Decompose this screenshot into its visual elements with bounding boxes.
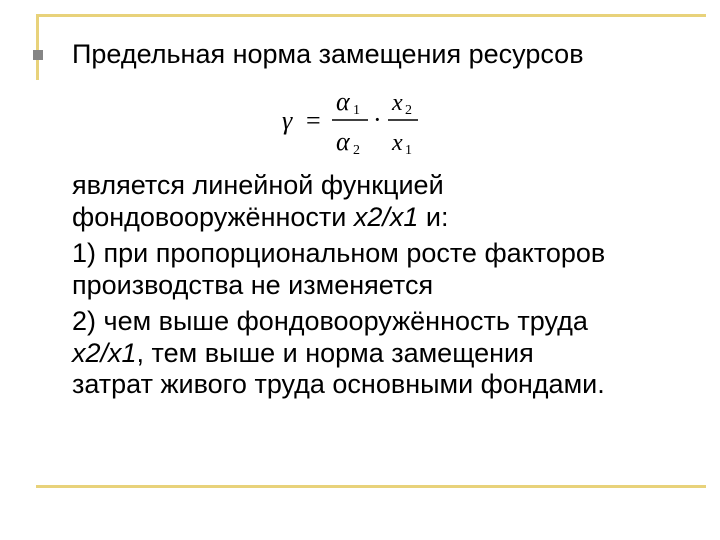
bottom-decorative-line <box>36 485 706 488</box>
item-2-line-1: 2) чем выше фондовооружённость труда <box>72 306 588 336</box>
left-decorative-line <box>36 14 39 80</box>
item-2-line-3: затрат живого труда основными фондами. <box>72 369 605 399</box>
item-1-line-1: 1) при пропорциональном росте факторов <box>72 238 606 268</box>
formula-dot: · <box>373 105 382 134</box>
body-line-2: фондовооружённости x2/x1 и: <box>72 201 449 232</box>
formula-x1: x <box>392 130 403 156</box>
formula <box>282 88 432 158</box>
formula-x2: x <box>392 90 403 116</box>
item-2-line-2: x2/x1, тем выше и норма замещения <box>72 337 534 368</box>
formula-x2-sub: 2 <box>405 103 412 118</box>
bullet-square-icon <box>33 50 43 60</box>
formula-alpha1-sub: 1 <box>353 103 360 118</box>
item-1-line-2: производства не изменяется <box>72 269 434 300</box>
body-line-1: является линейной функцией <box>72 170 444 200</box>
formula-gamma: γ <box>282 106 293 135</box>
top-decorative-line <box>36 14 706 17</box>
slide-body <box>72 170 692 401</box>
ratio-x2-x1: x2/x1 <box>72 337 137 368</box>
slide-heading: Предельная норма замещения ресурсов <box>72 39 584 69</box>
formula-equals: = <box>306 106 321 135</box>
formula-alpha2-sub: 2 <box>353 143 360 158</box>
ratio-x2-x1: x2/x1 <box>353 201 419 232</box>
formula-alpha2: α <box>336 127 350 156</box>
formula-x1-sub: 1 <box>405 143 412 158</box>
formula-alpha1: α <box>336 88 350 116</box>
